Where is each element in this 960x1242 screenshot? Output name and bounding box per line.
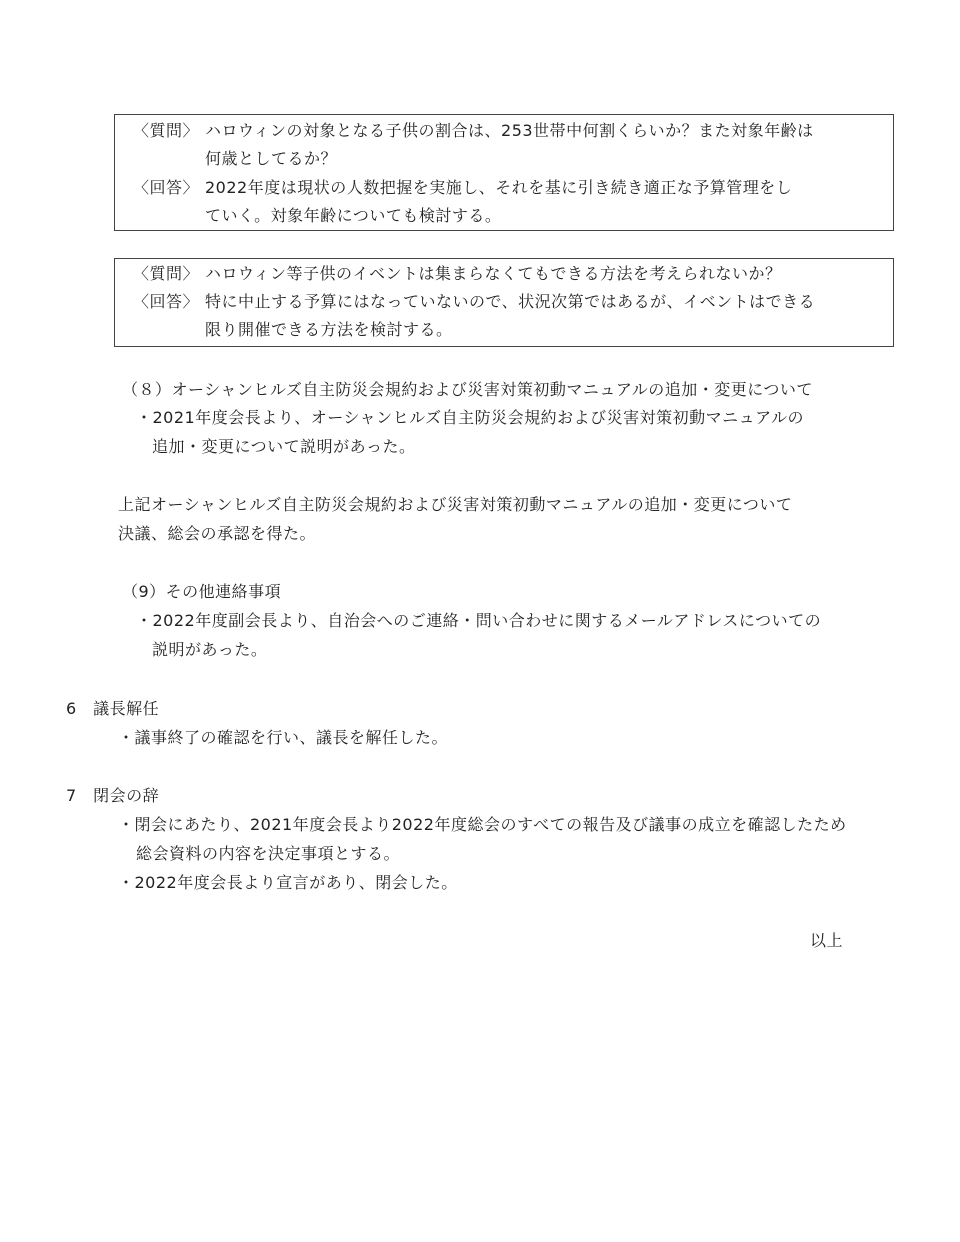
answer-label: 〈回答〉 [133, 178, 200, 197]
question-text-line1: ハロウィンの対象となる子供の割合は、253世帯中何割くらいか？また対象年齢は [205, 121, 814, 140]
answer-label: 〈回答〉 [133, 292, 200, 311]
item9-bullet-line1: ・2022年度副会長より、自治会へのご連絡・問い合わせに関するメールアドレスについての [136, 611, 822, 630]
question-label: 〈質問〉 [133, 121, 200, 140]
item9-bullet-line2: 説明があった。 [152, 640, 268, 659]
answer-text-line2: 限り開催できる方法を検討する。 [205, 320, 453, 339]
item8-heading: （８）オーシャンヒルズ自主防災会規約および災害対策初動マニュアルの追加・変更について [122, 380, 813, 399]
question-text-line2: 何歳としてるか？ [205, 149, 338, 168]
qa-box-halloween-events [114, 258, 894, 347]
section7-heading: 7 閉会の辞 [66, 786, 160, 805]
item8-bullet-line2: 追加・変更について説明があった。 [152, 437, 416, 456]
item9-heading: （9）その他連絡事項 [122, 582, 282, 601]
resolution-line1: 上記オーシャンヒルズ自主防災会規約および災害対策初動マニュアルの追加・変更について [118, 495, 793, 514]
item8-bullet-line1: ・2021年度会長より、オーシャンヒルズ自主防災会規約および災害対策初動マニュアルの [136, 408, 804, 427]
section7-bullet1-line1: ・閉会にあたり、2021年度会長より2022年度総会のすべての報告及び議事の成立を確認したため [118, 815, 847, 834]
answer-text-line2: ていく。対象年齢についても検討する。 [205, 206, 502, 225]
closing-mark: 以上 [810, 931, 844, 950]
section7-bullet2: ・2022年度会長より宣言があり、閉会した。 [118, 873, 458, 892]
section6-bullet: ・議事終了の確認を行い、議長を解任した。 [118, 728, 449, 747]
section6-heading: 6 議長解任 [66, 699, 160, 718]
resolution-line2: 決議、総会の承認を得た。 [118, 524, 317, 543]
section7-bullet1-line2: 総会資料の内容を決定事項とする。 [136, 844, 401, 863]
question-text-line1: ハロウィン等子供のイベントは集まらなくてもできる方法を考えられないか？ [205, 264, 782, 283]
qa-box-halloween-ratio [114, 114, 894, 231]
question-label: 〈質問〉 [133, 264, 200, 283]
answer-text-line1: 2022年度は現状の人数把握を実施し、それを基に引き続き適正な予算管理をし [205, 178, 793, 197]
answer-text-line1: 特に中止する予算にはなっていないので、状況次第ではあるが、イベントはできる [205, 292, 816, 311]
